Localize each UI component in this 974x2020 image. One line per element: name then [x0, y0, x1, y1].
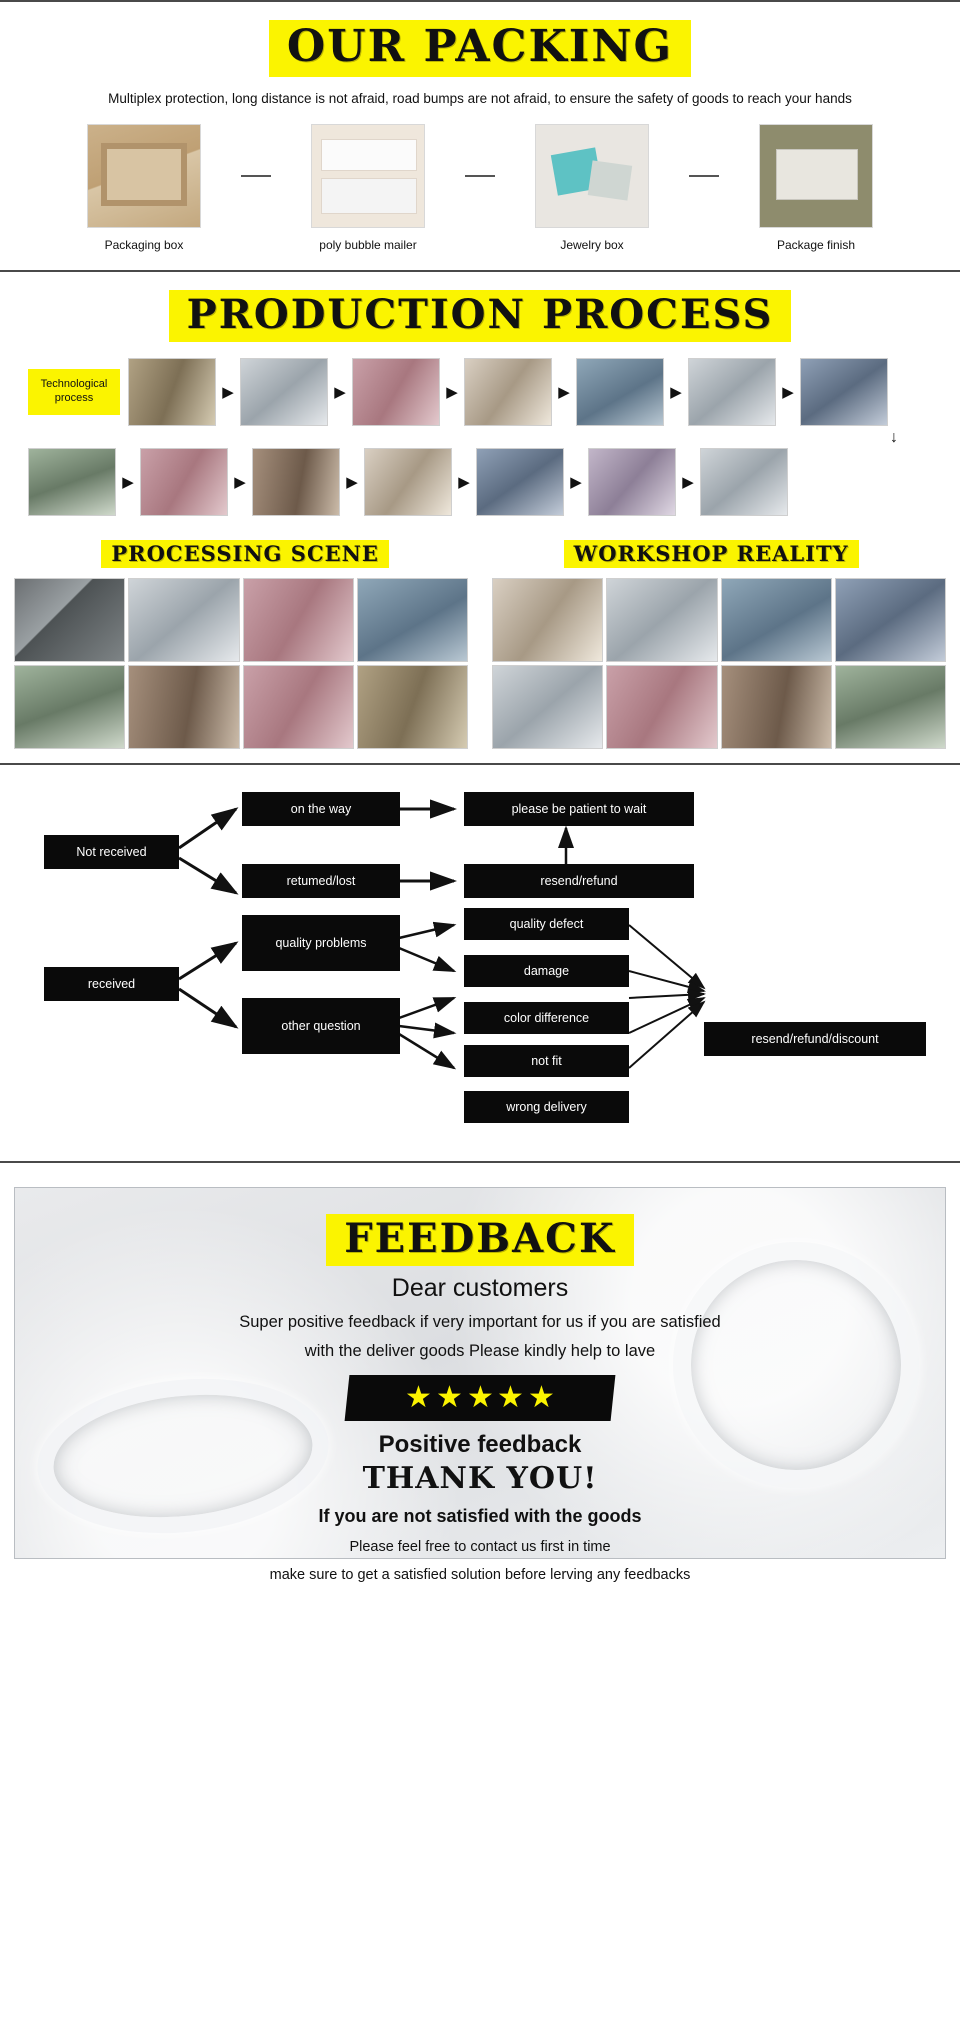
workshop-reality-title: WORKSHOP REALITY — [564, 540, 859, 568]
processing-scene-grid — [14, 578, 468, 749]
packing-step — [503, 124, 681, 252]
flow-node-quality-problems: quality problems — [242, 915, 400, 971]
scene-photo — [14, 578, 125, 662]
production-flow — [14, 342, 946, 528]
packing-step — [727, 124, 905, 252]
feedback-section — [0, 1163, 960, 1583]
technological-process-label: Technological process — [28, 369, 120, 415]
process-photo — [252, 448, 340, 516]
scene-photo — [357, 578, 468, 662]
star-icon: ★ — [466, 1380, 494, 1414]
flow-node-not-received: Not received — [44, 835, 179, 869]
divider-after-production — [0, 763, 960, 765]
flow-node-color-difference: color difference — [464, 1002, 629, 1034]
process-photo — [140, 448, 228, 516]
process-photo — [240, 358, 328, 426]
arrow-right-icon: ▶ — [446, 383, 458, 401]
feedback-not-satisfied: If you are not satisfied with the goods — [318, 1505, 642, 1526]
process-photo — [28, 448, 116, 516]
poly-bubble-mailer-photo — [311, 124, 425, 228]
scene-photo — [128, 665, 239, 749]
flow-node-damage: damage — [464, 955, 629, 987]
process-photo — [128, 358, 216, 426]
scene-photo — [14, 665, 125, 749]
flow-node-received: received — [44, 967, 179, 1001]
packing-step — [279, 124, 457, 252]
flow-node-on-the-way: on the way — [242, 792, 400, 826]
feedback-content — [15, 1188, 945, 1583]
feedback-thanks: THANK YOU! — [362, 1460, 598, 1496]
process-photo — [576, 358, 664, 426]
process-photo — [464, 358, 552, 426]
packing-section — [0, 2, 960, 270]
flow-node-quality-defect: quality defect — [464, 908, 629, 940]
process-photo — [588, 448, 676, 516]
star-rating — [345, 1375, 616, 1421]
scene-photo — [243, 578, 354, 662]
production-sub-banners — [14, 540, 946, 568]
arrow-right-icon: ▶ — [558, 383, 570, 401]
process-photo — [688, 358, 776, 426]
carton-box-photo — [87, 124, 201, 228]
star-icon: ★ — [435, 1380, 463, 1414]
arrow-right-icon: ▶ — [122, 473, 134, 491]
flow-node-resend-refund: resend/refund — [464, 864, 694, 898]
feedback-dear: Dear customers — [391, 1273, 569, 1302]
feedback-line-2: with the deliver goods Please kindly help to lave — [304, 1341, 656, 1360]
packing-subtitle: Multiplex protection, long distance is not afraid, road bumps are not afraid, to ensure the safety of goods to reach your hands — [108, 90, 852, 106]
process-photo — [364, 448, 452, 516]
arrow-right-icon: ▶ — [334, 383, 346, 401]
arrow-right-icon: ▶ — [346, 473, 358, 491]
workshop-photo — [835, 665, 946, 749]
packing-step-caption: poly bubble mailer — [319, 237, 417, 252]
production-row-2 — [28, 448, 932, 516]
arrow-right-icon: ▶ — [782, 383, 794, 401]
flow-node-resend-refund-discount: resend/refund/discount — [704, 1022, 926, 1056]
production-photo-grids — [14, 578, 946, 763]
feedback-contact: Please feel free to contact us first in time — [349, 1538, 611, 1555]
connector-line — [457, 124, 503, 228]
process-photo — [800, 358, 888, 426]
packing-step-caption: Package finish — [776, 237, 856, 252]
arrow-right-icon: ▶ — [458, 473, 470, 491]
arrow-down-icon: ↓ — [890, 428, 898, 446]
connector-line — [681, 124, 727, 228]
connector-line — [233, 124, 279, 228]
scene-photo — [357, 665, 468, 749]
flow-chart — [14, 783, 946, 1114]
workshop-photo — [492, 665, 603, 749]
after-sales-flow-section — [0, 783, 960, 1114]
feedback-positive-label: Positive feedback — [378, 1430, 582, 1458]
feedback-title-wrap — [15, 1214, 945, 1266]
feedback-title: FEEDBACK — [326, 1214, 634, 1266]
flow-node-not-fit: not fit — [464, 1045, 629, 1077]
packing-step-caption: Packaging box — [104, 237, 184, 252]
finished-package-photo — [759, 124, 873, 228]
flow-node-returned-lost: retumed/lost — [242, 864, 400, 898]
workshop-photo — [606, 578, 717, 662]
packing-step-caption: Jewelry box — [560, 237, 624, 252]
production-title: PRODUCTION PROCESS — [169, 290, 792, 342]
star-icon: ★ — [497, 1380, 525, 1414]
feedback-line-1: Super positive feedback if very important for us if you are satisfied — [239, 1312, 721, 1331]
processing-scene-title: PROCESSING SCENE — [101, 540, 388, 568]
flow-node-other-question: other question — [242, 998, 400, 1054]
jewelry-box-photo — [535, 124, 649, 228]
scene-photo — [243, 665, 354, 749]
workshop-photo — [835, 578, 946, 662]
workshop-photo — [721, 665, 832, 749]
workshop-photo — [721, 578, 832, 662]
process-photo — [476, 448, 564, 516]
arrow-right-icon: ▶ — [234, 473, 246, 491]
workshop-photo — [492, 578, 603, 662]
arrow-right-icon: ▶ — [682, 473, 694, 491]
production-row-1 — [28, 358, 932, 426]
arrow-right-icon: ▶ — [670, 383, 682, 401]
production-section — [0, 272, 960, 763]
packing-step — [55, 124, 233, 252]
workshop-reality-grid — [492, 578, 946, 749]
packing-title: OUR PACKING — [269, 20, 691, 77]
star-icon: ★ — [404, 1380, 432, 1414]
arrow-right-icon: ▶ — [570, 473, 582, 491]
process-photo — [352, 358, 440, 426]
star-icon: ★ — [528, 1380, 556, 1414]
flow-node-please-wait: please be patient to wait — [464, 792, 694, 826]
process-photo — [700, 448, 788, 516]
packing-steps — [14, 124, 946, 262]
scene-photo — [128, 578, 239, 662]
feedback-solution: make sure to get a satisfied solution before lerving any feedbacks — [269, 1566, 691, 1583]
arrow-right-icon: ▶ — [222, 383, 234, 401]
workshop-photo — [606, 665, 717, 749]
flow-node-wrong-delivery: wrong delivery — [464, 1091, 629, 1123]
feedback-card — [14, 1187, 946, 1583]
